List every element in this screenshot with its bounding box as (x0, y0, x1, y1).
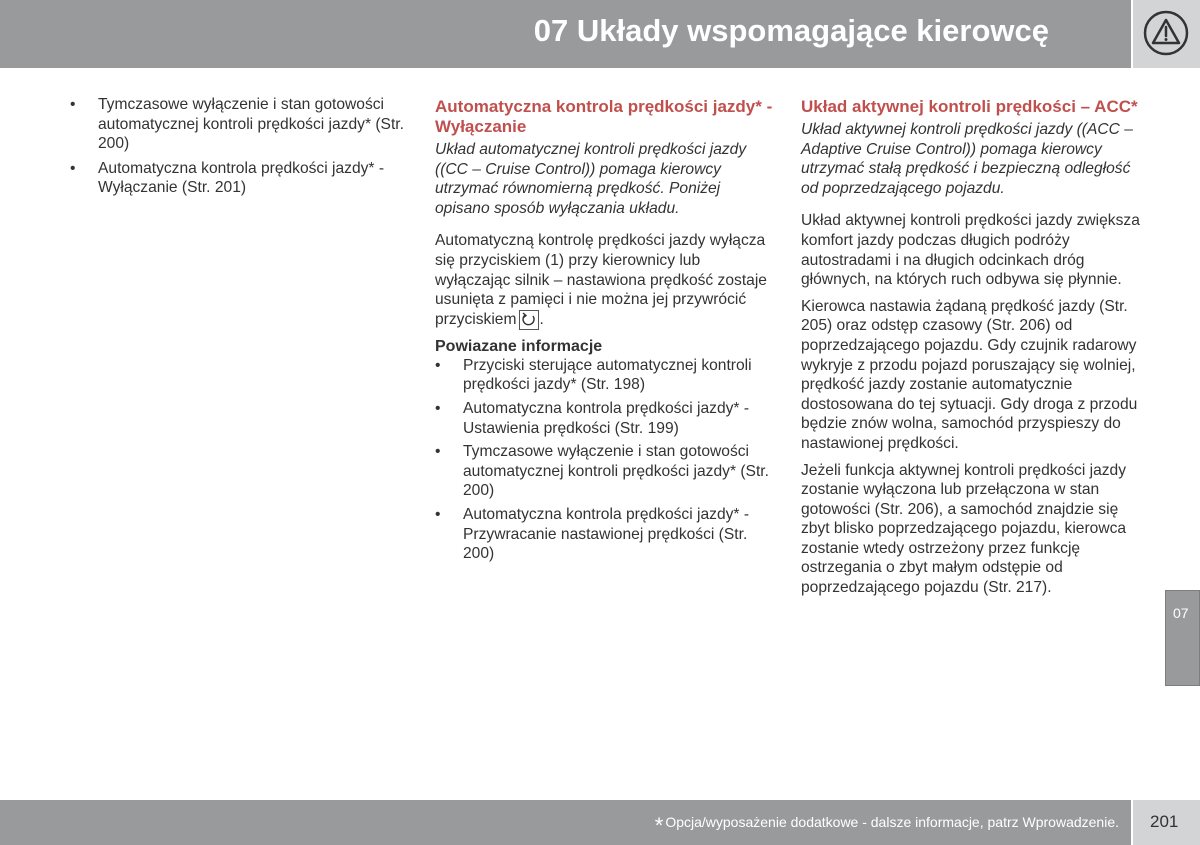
intro-paragraph: Układ automatycznej kontroli prędkości jazdy ((CC – Cruise Control)) pomaga kierowcy utrzymać równomierną prędkość. Poniżej opisano sposób wyłączania układu. (435, 141, 747, 217)
section-title-cc-off: Automatyczna kontrola prędkości jazdy* - Wyłączanie (435, 97, 773, 136)
chapter-side-tab (1165, 590, 1200, 686)
header-bar (0, 0, 1131, 68)
section-title-acc: Układ aktywnej kontroli prędkości – ACC* (801, 97, 1138, 116)
column-3 (801, 95, 1141, 605)
related-list (435, 356, 775, 564)
footnote: * Opcja/wyposażenie dodatkowe - dalsze informacje, patrz Wprowadzenie. (654, 813, 1119, 838)
related-list-continued (70, 95, 405, 198)
column-1 (70, 95, 405, 203)
warning-triangle-icon (1143, 10, 1189, 56)
related-info-heading: Powiazane informacje (435, 337, 603, 355)
body-paragraph: Jeżeli funkcja aktywnej kontroli prędkości jazdy zostanie wyłączona lub przełączona w stan gotowości (Str. 206), a samochód znajdzie się zbyt blisko poprzedzającego pojazdu, kierowca zostanie wtedy ostrzeżony przez funkcję ostrzegania o zbyt małym odstępie od poprzedzającego pojazdu (Str. 217). (801, 461, 1127, 597)
list-item[interactable]: • Automatyczna kontrola prędkości jazdy* - Ustawienia prędkości (Str. 199) (435, 399, 750, 437)
list-item[interactable]: • Przyciski sterujące automatycznej kontroli prędkości jazdy* (Str. 198) (435, 356, 752, 394)
list-item[interactable]: • Tymczasowe wyłączenie i stan gotowości automatycznej kontroli prędkości jazdy* (Str. 200) (70, 96, 404, 153)
column-2 (435, 95, 775, 568)
page-number: 201 (1150, 812, 1179, 831)
body-paragraph: Automatyczną kontrolę prędkości jazdy wyłącza się przyciskiem (1) przy kierownicy lub wyłączając silnik – nastawiona prędkość zostaje usunięta z pamięci i nie można jej przywrócić przyciskiem . (435, 232, 767, 328)
chapter-number: 07 (1173, 605, 1189, 621)
list-item[interactable]: • Tymczasowe wyłączenie i stan gotowości automatycznej kontroli prędkości jazdy* (Str. 200) (435, 443, 769, 500)
footer-bar (0, 800, 1131, 845)
list-item[interactable]: • Automatyczna kontrola prędkości jazdy* - Przywracanie nastawionej prędkości (Str. 200) (435, 505, 750, 563)
body-paragraph: Układ aktywnej kontroli prędkości jazdy zwiększa komfort jazdy podczas długich podróży autostradami i na długich odcinkach dróg głównych, na których ruch odbywa się płynnie. (801, 212, 1140, 289)
body-paragraph: Kierowca nastawia żądaną prędkość jazdy (Str. 205) oraz odstęp czasowy (Str. 206) od poprzedzającego pojazdu. Gdy czujnik radarowy wykryje z przodu pojazd poruszający się wolniej, prędkość jazdy zostanie automatycznie dostosowana do tej sytuacji. Gdy droga z przodu będzie znów wolna, samochód przyspieszy do nastawionej prędkości. (801, 297, 1138, 452)
resume-arrow-icon (519, 310, 539, 330)
list-item[interactable]: • Automatyczna kontrola prędkości jazdy* - Wyłączanie (Str. 201) (70, 159, 385, 197)
chapter-title: 07 Układy wspomagające kierowcę (533, 13, 1049, 48)
intro-paragraph: Układ aktywnej kontroli prędkości jazdy ((ACC – Adaptive Cruise Control)) pomaga kierowcy utrzymać stałą prędkość i bezpieczną odległość od poprzedzającego pojazdu. (801, 121, 1133, 197)
